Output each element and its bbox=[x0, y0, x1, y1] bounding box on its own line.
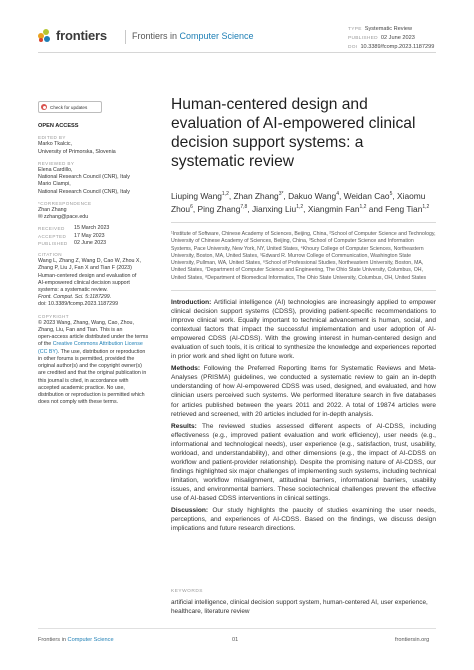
journal-prefix: Frontiers in bbox=[132, 31, 178, 41]
author-name[interactable]: Xiaomu Zhou$^6$ bbox=[171, 190, 426, 214]
affiliation-rule bbox=[171, 222, 436, 223]
correspondent-name: Zhan Zhang bbox=[38, 207, 67, 214]
accepted-date: 17 May 2023 bbox=[74, 232, 105, 239]
author-name[interactable]: Xiangmin Fan$^{1,2}$ bbox=[307, 203, 367, 214]
correspondence-block bbox=[38, 200, 158, 222]
published-label: PUBLISHED bbox=[348, 36, 378, 41]
published-date: 02 June 2023 bbox=[74, 239, 107, 246]
journal-name[interactable] bbox=[132, 31, 254, 41]
abstract-introduction: Introduction: Artificial intelligence (AI) technologies are increasingly applied to empower clinical decision support systems (CDSS), providing patient-specific recommendations to improve clinical work. Equally important to technical advancement is human, social, and contextual factors that impact the successful implementation and user adoption of AI-empowered CDSS (AI-CDSS). With the growing interest in human-centered design and evaluation of such tools, it is critical to synthesize the knowledge and experiences reported in prior work and shed light on future work. bbox=[171, 299, 436, 361]
frontiers-logo-icon bbox=[38, 29, 52, 43]
copyright-line: accepted academic practice. No use, bbox=[38, 384, 125, 391]
reviewed-label: REVIEWED BY bbox=[38, 160, 75, 166]
citation-line: AI-empowered clinical decision support bbox=[38, 279, 130, 286]
correspondence-label: *CORRESPONDENCE bbox=[38, 200, 92, 206]
author-list: Liuping Wang$^{1,2}$, Zhan Zhang$^{3*}$, Dakuo Wang$^4$, Weidan Cao$^5$, Xiaomu Zhou$^6$, Ping Zhang$^{7,8}$, Jianxing Liu$^{1,2}$, Xiangmin Fan$^{1,2}$ and Feng Tian$^{1,2}$ bbox=[171, 190, 430, 214]
edited-by-block bbox=[38, 134, 158, 156]
affiliations: ¹Institute of Software, Chinese Academy of Sciences, Beijing, China, ²School of Computer Science and Technology, University of Chinese Academy of Sciences, Beijing, China, ³School of Computer Science and Information Systems, Pace University, New York, NY, United States, ⁴Khoury College of Computer Sciences, Northeastern University, Boston, MA, United States, ⁵Edward R. Murrow College of Communication, Washington State University, Pullman, WA, United States, ⁶School of Professional Studies, Northeastern University, Boston, MA, United States, ⁷Department of Computer Science and Engineering, The Ohio State University, Columbus, OH, United States, ⁸Department of Biomedical Informatics, The Ohio State University, Columbus, OH, United States bbox=[171, 231, 436, 281]
journal-title: Computer Science bbox=[179, 31, 254, 41]
author-name[interactable]: Dakuo Wang$^4$ bbox=[288, 190, 339, 201]
reviewer-line: Elena Cardillo, bbox=[38, 167, 73, 174]
author-name[interactable]: Zhan Zhang$^{3*}$ bbox=[233, 190, 284, 201]
copyright-line: in other forums is permitted, provided the bbox=[38, 355, 135, 362]
abstract-rule bbox=[171, 290, 436, 291]
citation-line: Human-centered design and evaluation of bbox=[38, 272, 137, 279]
copyright-line: does not comply with these terms. bbox=[38, 399, 119, 406]
author-name[interactable]: Liuping Wang$^{1,2}$ bbox=[171, 190, 229, 201]
article-meta bbox=[348, 25, 434, 52]
abstract-discussion: Discussion: Our study highlights the paucity of studies examining the user needs, perceptions, and experiences of AI-CDSS. Based on the findings, we discuss design implications and future research directions. bbox=[171, 507, 436, 533]
copyright-block bbox=[38, 313, 158, 407]
doi-label: DOI bbox=[348, 45, 358, 50]
header-divider bbox=[125, 30, 126, 44]
citation-doi[interactable]: doi: 10.3389/fcomp.2023.1187299 bbox=[38, 301, 119, 308]
copyright-label: COPYRIGHT bbox=[38, 313, 69, 319]
author-name[interactable]: Weidan Cao$^5$ bbox=[343, 190, 393, 201]
copyright-line: of the bbox=[38, 341, 53, 348]
doi-link[interactable]: 10.3389/fcomp.2023.1187299 bbox=[360, 44, 435, 50]
footer-journal[interactable]: Frontiers in Computer Science bbox=[38, 637, 114, 643]
open-access-heading: OPEN ACCESS bbox=[38, 123, 79, 129]
citation-journal: Front. Comput. Sci. 5:1187299. bbox=[38, 294, 112, 301]
abstract bbox=[171, 298, 436, 536]
editor-line: Marko Tkalcic, bbox=[38, 141, 73, 148]
copyright-line: distribution or reproduction is permitted which bbox=[38, 391, 145, 398]
article-type: Systematic Review bbox=[364, 26, 412, 32]
citation-line: Wang L, Zhang Z, Wang D, Cao W, Zhou X, bbox=[38, 258, 141, 265]
reviewer-line: National Research Council (CNR), Italy bbox=[38, 188, 130, 195]
copyright-line: are credited and that the original publication in bbox=[38, 370, 147, 377]
footer-site-link[interactable]: frontiersin.org bbox=[395, 637, 430, 643]
copyright-line: . The use, distribution or reproduction bbox=[57, 348, 146, 355]
copyright-line: © 2023 Wang, Zhang, Wang, Cao, Zhou, bbox=[38, 319, 134, 326]
copyright-line: Zhang, Liu, Fan and Tian. This is an bbox=[38, 327, 123, 334]
reviewer-line: National Research Council (CNR), Italy bbox=[38, 174, 130, 181]
page-number: 01 bbox=[232, 637, 239, 643]
copyright-line: open-access article distributed under the terms bbox=[38, 334, 149, 341]
accepted-label: ACCEPTED bbox=[38, 233, 67, 239]
correspondent-email[interactable]: ✉ zzhang@pace.edu bbox=[38, 214, 89, 221]
header-rule bbox=[38, 52, 436, 53]
author-name[interactable]: Feng Tian$^{1,2}$ bbox=[385, 203, 430, 214]
brand-name: frontiers bbox=[56, 28, 107, 43]
abstract-results: Results: The reviewed studies assessed different aspects of AI-CDSS, including effectiveness (e.g., improved patient evaluation and work efficiency), user needs (e.g., informational and technological needs), user experience (e.g., satisfaction, trust, usability, workload, and understandability), and other dimensions (e.g., the impact of AI-CDSS on workflow and patient-provider relationship). Despite the promising nature of AI-CDSS, our findings highlighted six major challenges of implementing such systems, including technical limitation, workflow misalignment, attitudinal barriers, informational barriers, usability issues, and environmental barriers. These sociotechnical challenges prevent the effective use of AI-based CDSS interventions in clinical settings. bbox=[171, 422, 436, 502]
copyright-line: this journal is cited, in accordance with bbox=[38, 377, 129, 384]
editor-line: University of Primorska, Slovenia bbox=[38, 148, 116, 155]
published-date: 02 June 2023 bbox=[380, 35, 415, 41]
check-for-updates-button[interactable] bbox=[38, 101, 102, 113]
received-label: RECEIVED bbox=[38, 226, 65, 232]
abstract-methods: Methods: Following the Preferred Reporting Items for Systematic Reviews and Meta-Analyses (PRISMA) guidelines, we conducted a systematic review to gain an in-depth understanding of how AI-empowered CDSS was used, designed, and evaluated, and how clinician users perceived such systems. We performed literature search in five databases for articles published between the years 2011 and 2022. A total of 19874 articles were retrieved and screened, with 20 articles included for in-depth analysis. bbox=[171, 365, 436, 418]
citation-line: Zhang P, Liu J, Fan X and Tian F (2023) bbox=[38, 265, 132, 272]
reviewer-line: Mario Ciampi, bbox=[38, 181, 71, 188]
cc-by-link[interactable]: (CC BY) bbox=[38, 348, 58, 355]
keywords-label: KEYWORDS bbox=[171, 589, 203, 594]
citation-label: CITATION bbox=[38, 252, 62, 258]
author-name[interactable]: Jianxing Liu$^{1,2}$ bbox=[251, 203, 304, 214]
update-icon bbox=[41, 104, 47, 110]
article-info-sidebar bbox=[38, 123, 158, 410]
type-label: TYPE bbox=[348, 27, 362, 32]
article-title: Human-centered design and evaluation of AI-empowered clinical decision support systems: a systematic review bbox=[171, 96, 416, 170]
citation-block bbox=[38, 251, 158, 309]
copyright-line: original author(s) and the copyright owner(s) bbox=[38, 363, 142, 370]
author-name[interactable]: Ping Zhang$^{7,8}$ bbox=[197, 203, 248, 214]
check-updates-label: Check for updates bbox=[50, 104, 88, 110]
received-date: 15 March 2023 bbox=[74, 225, 110, 232]
reviewed-by-block bbox=[38, 160, 158, 196]
dates-block bbox=[38, 225, 158, 247]
frontiers-logo[interactable] bbox=[38, 28, 107, 43]
edited-label: EDITED BY bbox=[38, 135, 66, 141]
keywords: artificial intelligence, clinical decision support system, human-centered AI, user experience, healthcare, literature review bbox=[171, 599, 428, 615]
citation-line: systems: a systematic review. bbox=[38, 287, 108, 294]
published-label: PUBLISHED bbox=[38, 240, 68, 246]
footer-rule bbox=[38, 628, 436, 629]
cc-license-link[interactable]: Creative Commons Attribution License bbox=[52, 341, 143, 348]
